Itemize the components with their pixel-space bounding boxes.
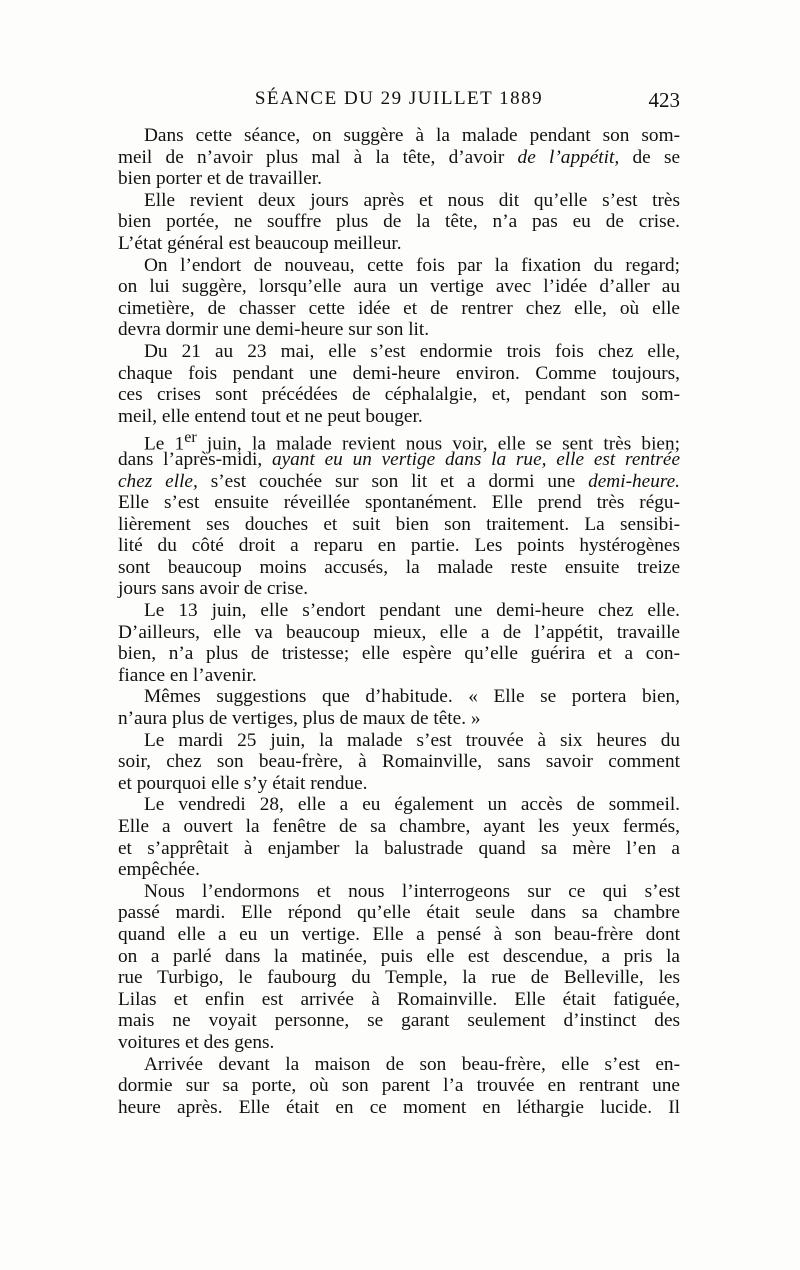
text-line: on a parlé dans la matinée, puis elle est descendue, a pris la	[118, 945, 680, 967]
text-line: D’ailleurs, elle va beaucoup mieux, elle a de l’appétit, travaille	[118, 621, 680, 643]
text-line: Dans cette séance, on suggère à la malade pendant son som-	[144, 125, 680, 146]
text-line: Arrivée devant la maison de son beau-frère, elle s’est en-	[144, 1053, 680, 1075]
text-line: bien portée, ne souffre plus de la tête, n’a pas eu de crise.	[118, 211, 680, 233]
text-line: dans l’après-midi, ayant eu un vertige dans la rue, elle est rentrée	[118, 448, 680, 470]
body-text	[118, 125, 680, 1118]
text-line: On l’endort de nouveau, cette fois par la fixation du regard;	[144, 254, 680, 276]
text-line: chaque fois pendant une demi-heure environ. Comme toujours,	[118, 362, 680, 384]
text-line: Elle a ouvert la fenêtre de sa chambre, ayant les yeux fermés,	[118, 816, 680, 837]
text-line: ces crises sont précédées de céphalalgie, et, pendant son som-	[118, 384, 680, 406]
text-line: et pourquoi elle s’y était rendue.	[118, 772, 368, 794]
text-line: jours sans avoir de crise.	[118, 578, 309, 600]
page-number: 423	[648, 88, 680, 112]
text-line: empêchée.	[118, 859, 200, 881]
text-line: fiance en l’avenir.	[118, 664, 257, 686]
running-head-title: SÉANCE DU 29 JUILLET 1889	[254, 88, 544, 109]
text-line: chez elle, s’est couchée sur son lit et a dormi une demi-heure.	[118, 470, 680, 492]
running-head	[118, 88, 680, 118]
text-line: bien, n’a plus de tristesse; elle espère qu’elle guérira et a con-	[118, 643, 680, 665]
text-line: lièrement ses douches et suit bien son traitement. La sensibi-	[118, 513, 680, 535]
text-line: meil, elle entend tout et ne peut bouger.	[118, 405, 423, 427]
text-line: mais ne voyait personne, se garant seulement d’instinct des	[118, 1010, 680, 1032]
text-line: dormie sur sa porte, où son parent l’a trouvée en rentrant une	[118, 1075, 680, 1097]
text-line: passé mardi. Elle répond qu’elle était seule dans sa chambre	[118, 902, 680, 924]
text-line: Elle revient deux jours après et nous dit qu’elle s’est très	[144, 189, 680, 211]
text-line: Le vendredi 28, elle a eu également un accès de sommeil.	[144, 794, 680, 816]
text-line: quand elle a eu un vertige. Elle a pensé à son beau-frère dont	[118, 923, 680, 945]
text-line: meil de n’avoir plus mal à la tête, d’avoir de l’appétit, de se	[118, 146, 681, 168]
text-line: Le 13 juin, elle s’endort pendant une demi-heure chez elle.	[144, 600, 680, 622]
text-line: on lui suggère, lorsqu’elle aura un vertige avec l’idée d’aller au	[118, 276, 680, 298]
text-line: sont beaucoup moins accusés, la malade reste ensuite treize	[118, 556, 680, 578]
text-line: cimetière, de chasser cette idée et de rentrer chez elle, où elle	[118, 297, 680, 319]
text-line: Nous l’endormons et nous l’interrogeons sur ce qui s’est	[144, 880, 680, 902]
text-line: Lilas et enfin est arrivée à Romainville. Elle était fatiguée,	[118, 988, 680, 1010]
text-line: L’état général est beaucoup meilleur.	[118, 232, 402, 254]
text-line: devra dormir une demi-heure sur son lit.	[118, 319, 430, 341]
text-line: Mêmes suggestions que d’habitude. « Elle se portera bien,	[144, 686, 680, 708]
text-line: lité du côté droit a reparu en partie. Les points hystérogènes	[118, 535, 680, 557]
text-line: Du 21 au 23 mai, elle s’est endormie trois fois chez elle,	[144, 340, 680, 362]
text-line: soir, chez son beau-frère, à Romainville, sans savoir comment	[118, 751, 680, 773]
text-line: heure après. Elle était en ce moment en léthargie lucide. Il	[118, 1096, 680, 1118]
text-line: voitures et des gens.	[118, 1031, 275, 1053]
text-line: et s’apprêtait à enjamber la balustrade quand sa mère l’en a	[118, 837, 680, 859]
text-line: rue Turbigo, le faubourg du Temple, la rue de Belleville, les	[118, 967, 680, 989]
text-line: Elle s’est ensuite réveillée spontanément. Elle prend très régu-	[118, 492, 680, 514]
text-line: Le mardi 25 juin, la malade s’est trouvée à six heures du	[144, 729, 680, 751]
text-line: n’aura plus de vertiges, plus de maux de tête. »	[118, 708, 481, 730]
text-line: bien porter et de travailler.	[118, 168, 322, 190]
text-line: Le 1er juin, la malade revient nous voir, elle se sent très bien;	[144, 429, 680, 455]
